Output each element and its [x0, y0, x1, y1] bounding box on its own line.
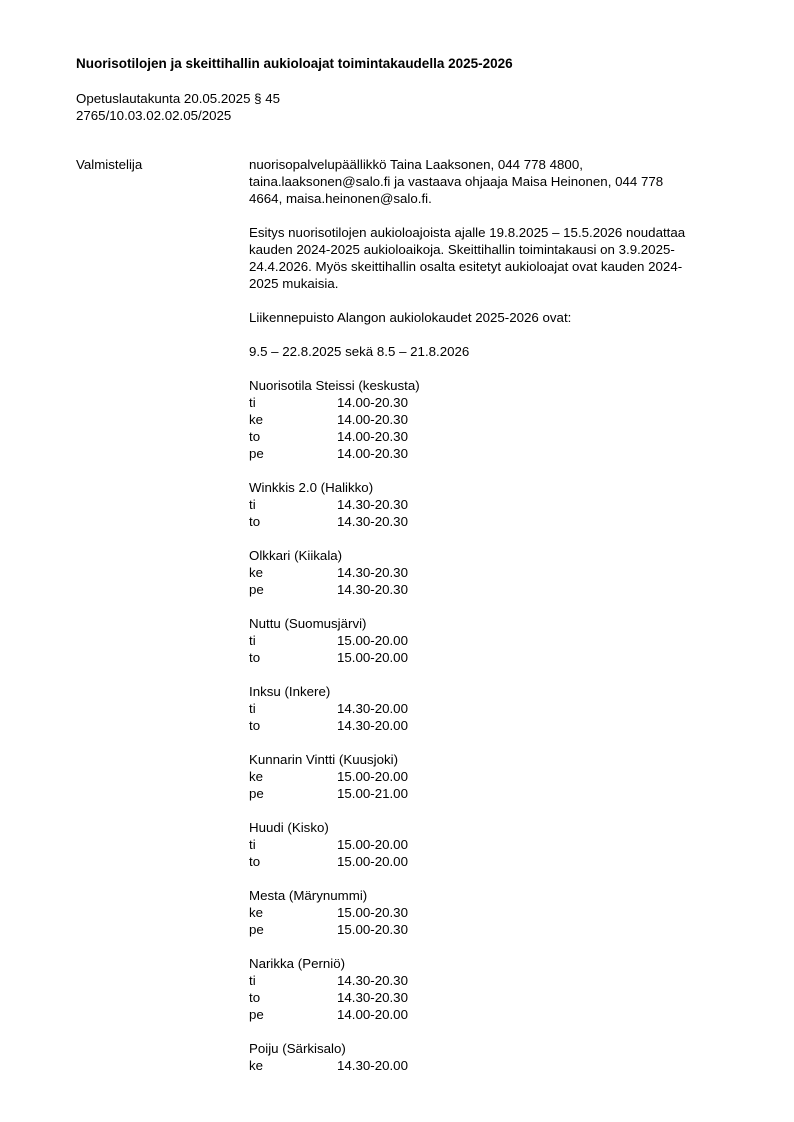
- hours-row: [249, 649, 733, 666]
- weekday: pe: [249, 786, 264, 801]
- hours-row: [249, 394, 733, 411]
- hours-row: [249, 853, 733, 870]
- opening-hours: 14.00-20.00: [337, 1007, 408, 1022]
- opening-hours: 14.30-20.30: [337, 514, 408, 529]
- intro-paragraph: [249, 224, 733, 292]
- opening-hours: 14.00-20.30: [337, 446, 408, 461]
- season-dates: 9.5 – 22.8.2025 sekä 8.5 – 21.8.2026: [249, 344, 470, 359]
- venue-block: [249, 819, 733, 870]
- opening-hours: 15.00-20.00: [337, 769, 408, 784]
- paragraph-line: Esitys nuorisotilojen aukioloajoista ajalle 19.8.2025 – 15.5.2026 noudattaa: [249, 225, 686, 240]
- venue-block: [249, 547, 733, 598]
- main-content: [249, 156, 733, 1091]
- opening-hours: 14.30-20.00: [337, 701, 408, 716]
- venue-block: [249, 683, 733, 734]
- weekday: ke: [249, 412, 264, 427]
- traffic-park-paragraph: Liikennepuisto Alangon aukiolokaudet 2025-2026 ovat:: [249, 310, 572, 325]
- venue-block: [249, 479, 733, 530]
- opening-hours: 15.00-20.30: [337, 905, 408, 920]
- weekday: to: [249, 429, 261, 444]
- venue-name: Olkkari (Kiikala): [249, 548, 343, 563]
- weekday: ke: [249, 905, 264, 920]
- opening-hours: 15.00-21.00: [337, 786, 408, 801]
- hours-row: [249, 1006, 733, 1023]
- weekday: ti: [249, 633, 256, 648]
- hours-row: [249, 581, 733, 598]
- contact-line: 4664, maisa.heinonen@salo.fi.: [249, 191, 432, 206]
- opening-hours: 14.00-20.30: [337, 395, 408, 410]
- venue-name: Nuttu (Suomusjärvi): [249, 616, 367, 631]
- hours-row: [249, 921, 733, 938]
- venue-name: Narikka (Perniö): [249, 956, 346, 971]
- meeting-line: Opetuslautakunta 20.05.2025 § 45: [76, 91, 281, 106]
- contact-info: [249, 156, 733, 207]
- venue-name: Winkkis 2.0 (Halikko): [249, 480, 374, 495]
- opening-hours: 14.30-20.30: [337, 973, 408, 988]
- venue-name: Poiju (Särkisalo): [249, 1041, 346, 1056]
- preparer-label: Valmistelija: [76, 157, 143, 172]
- hours-row: [249, 717, 733, 734]
- venue-list: [249, 377, 733, 1074]
- document-title: Nuorisotilojen ja skeittihallin aukioloajat toimintakaudella 2025-2026: [76, 56, 513, 71]
- hours-row: [249, 836, 733, 853]
- hours-row: [249, 496, 733, 513]
- opening-hours: 14.00-20.30: [337, 412, 408, 427]
- weekday: ti: [249, 497, 256, 512]
- weekday: to: [249, 650, 261, 665]
- venue-name: Kunnarin Vintti (Kuusjoki): [249, 752, 399, 767]
- paragraph-line: 2025 mukaisia.: [249, 276, 339, 291]
- venue-name: Huudi (Kisko): [249, 820, 329, 835]
- weekday: pe: [249, 582, 264, 597]
- opening-hours: 15.00-20.00: [337, 650, 408, 665]
- venue-block: [249, 955, 733, 1023]
- venue-block: [249, 887, 733, 938]
- hours-row: [249, 972, 733, 989]
- opening-hours: 14.30-20.30: [337, 990, 408, 1005]
- weekday: pe: [249, 1007, 264, 1022]
- venue-name: Inksu (Inkere): [249, 684, 331, 699]
- weekday: to: [249, 854, 261, 869]
- weekday: to: [249, 514, 261, 529]
- opening-hours: 15.00-20.30: [337, 922, 408, 937]
- hours-row: [249, 768, 733, 785]
- venue-name: Nuorisotila Steissi (keskusta): [249, 378, 420, 393]
- hours-row: [249, 989, 733, 1006]
- weekday: ti: [249, 973, 256, 988]
- opening-hours: 14.30-20.00: [337, 1058, 408, 1073]
- contact-line: nuorisopalvelupäällikkö Taina Laaksonen, 044 778 4800,: [249, 157, 583, 172]
- weekday: ti: [249, 395, 256, 410]
- hours-row: [249, 411, 733, 428]
- opening-hours: 15.00-20.00: [337, 633, 408, 648]
- contact-line: taina.laaksonen@salo.fi ja vastaava ohjaaja Maisa Heinonen, 044 778: [249, 174, 664, 189]
- meeting-reference: [76, 90, 280, 124]
- weekday: ti: [249, 701, 256, 716]
- venue-block: [249, 1040, 733, 1074]
- opening-hours: 14.30-20.30: [337, 497, 408, 512]
- opening-hours: 14.30-20.30: [337, 565, 408, 580]
- hours-row: [249, 513, 733, 530]
- hours-row: [249, 904, 733, 921]
- hours-row: [249, 428, 733, 445]
- venue-block: [249, 751, 733, 802]
- weekday: pe: [249, 446, 264, 461]
- hours-row: [249, 632, 733, 649]
- opening-hours: 14.30-20.00: [337, 718, 408, 733]
- weekday: to: [249, 990, 261, 1005]
- hours-row: [249, 564, 733, 581]
- hours-row: [249, 700, 733, 717]
- weekday: ke: [249, 769, 264, 784]
- opening-hours: 14.00-20.30: [337, 429, 408, 444]
- weekday: ke: [249, 565, 264, 580]
- hours-row: [249, 445, 733, 462]
- venue-block: [249, 615, 733, 666]
- opening-hours: 14.30-20.30: [337, 582, 408, 597]
- venue-block: [249, 377, 733, 462]
- hours-row: [249, 1057, 733, 1074]
- paragraph-line: kauden 2024-2025 aukioloaikoja. Skeittihallin toimintakausi on 3.9.2025-: [249, 242, 675, 257]
- hours-row: [249, 785, 733, 802]
- weekday: to: [249, 718, 261, 733]
- paragraph-line: 24.4.2026. Myös skeittihallin osalta esitetyt aukioloajat ovat kauden 2024-: [249, 259, 683, 274]
- opening-hours: 15.00-20.00: [337, 837, 408, 852]
- diary-number: 2765/10.03.02.02.05/2025: [76, 108, 232, 123]
- weekday: pe: [249, 922, 264, 937]
- weekday: ti: [249, 837, 256, 852]
- opening-hours: 15.00-20.00: [337, 854, 408, 869]
- weekday: ke: [249, 1058, 264, 1073]
- venue-name: Mesta (Märynummi): [249, 888, 368, 903]
